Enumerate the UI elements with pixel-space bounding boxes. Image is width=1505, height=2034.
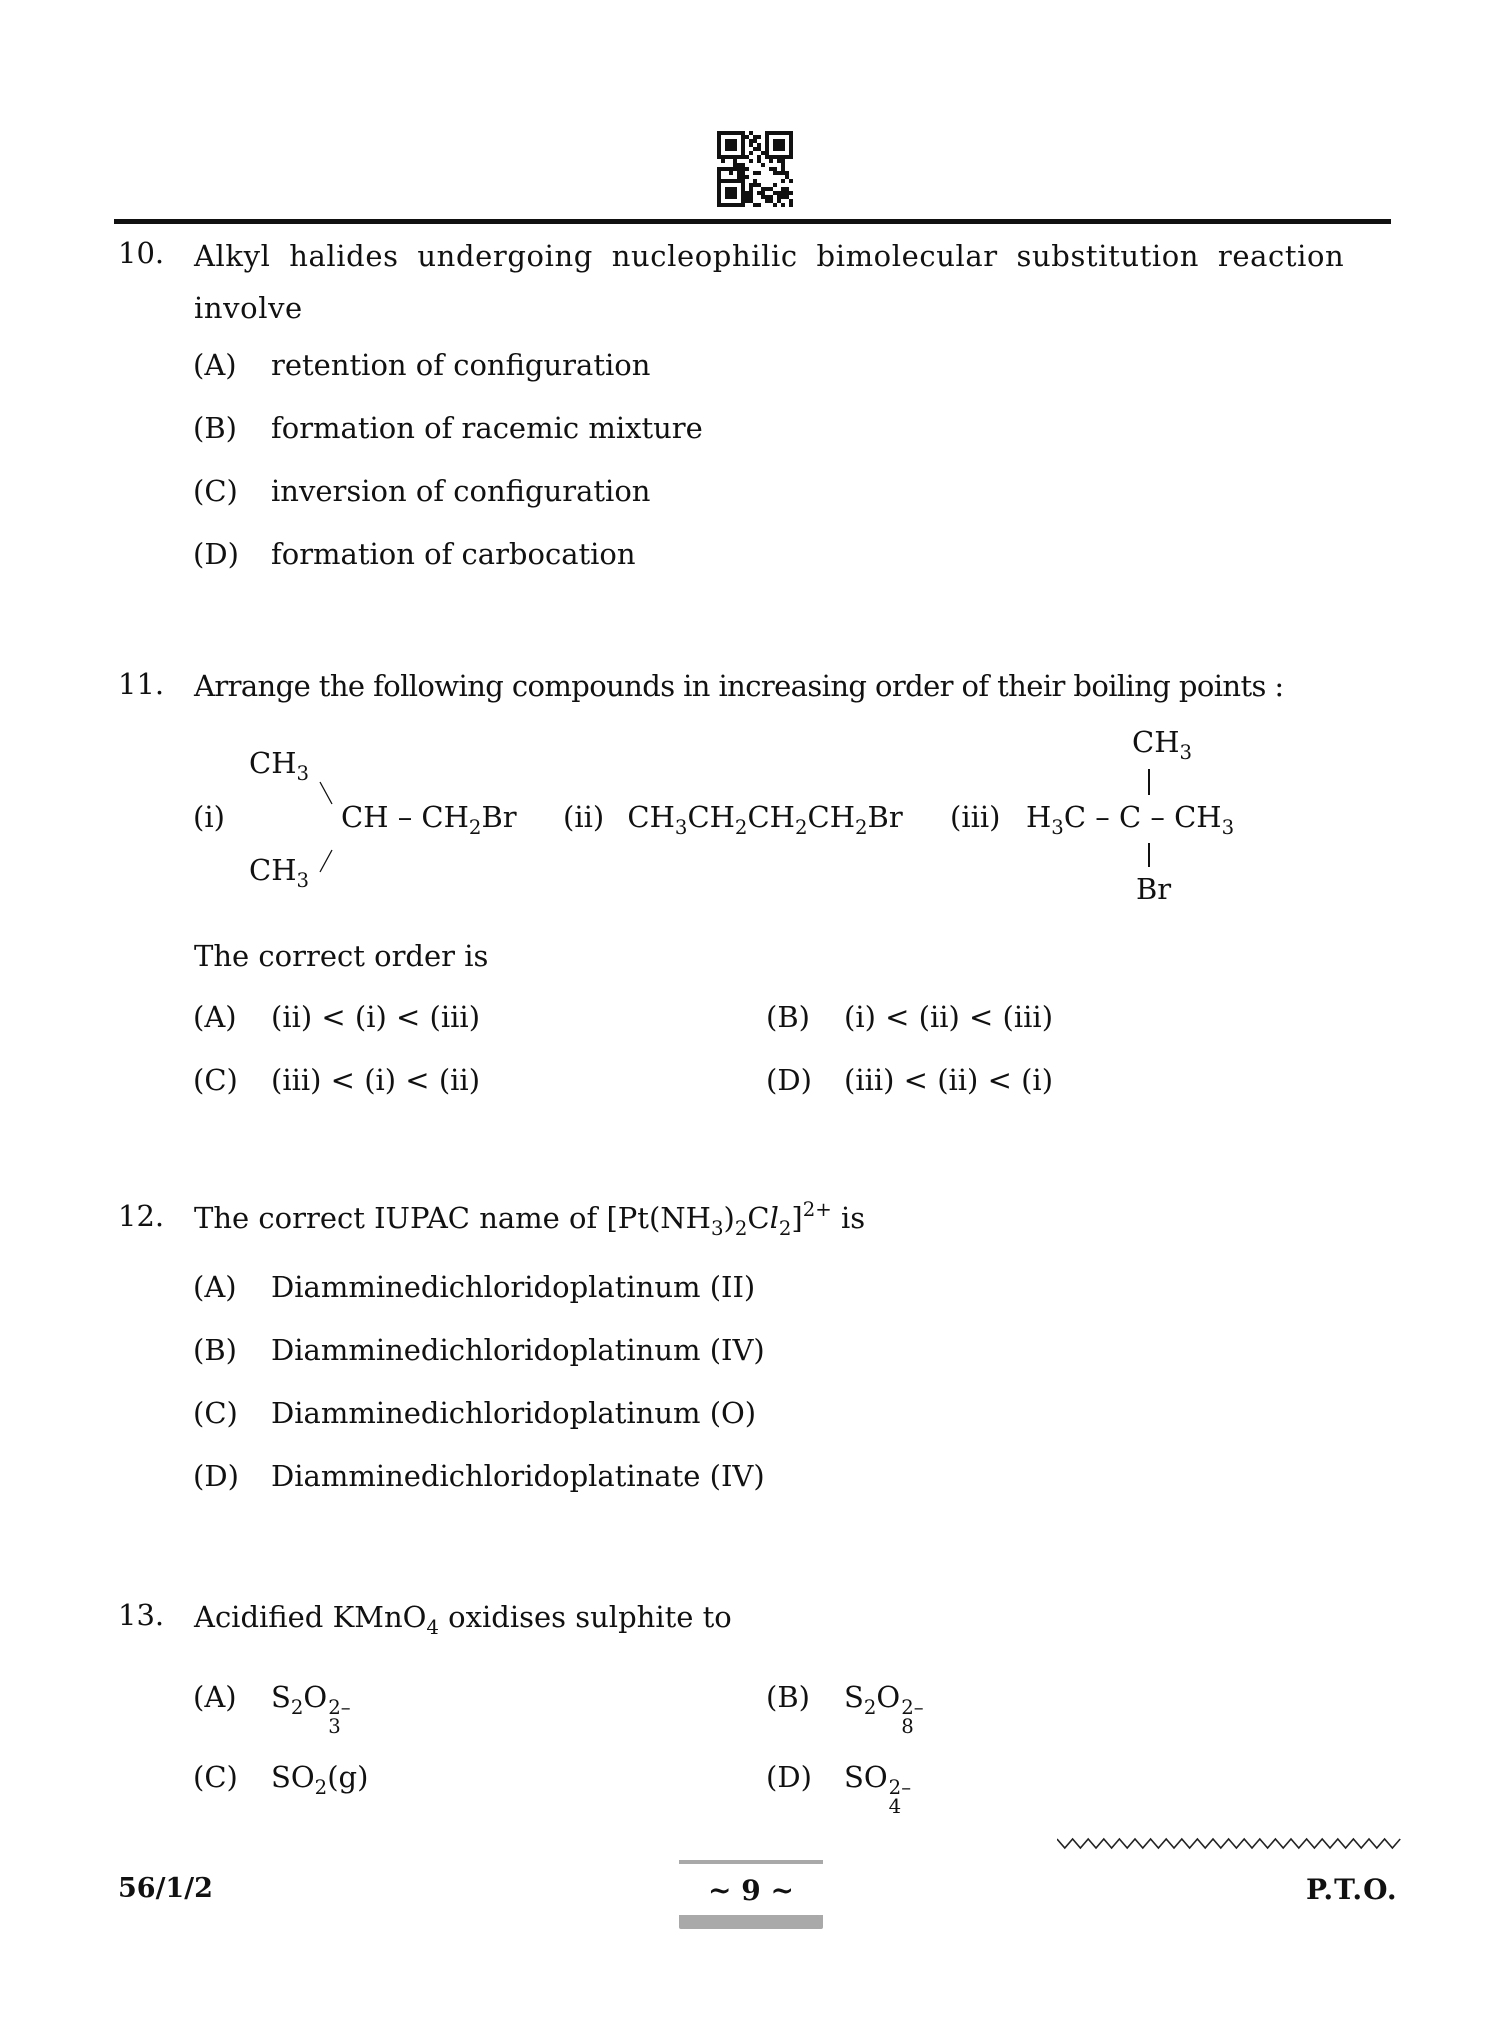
compound-formula: $CH_3CH_2CH_2CH_2Br$ (627, 800, 903, 839)
methyl-bottom: $CH_3$ (249, 853, 310, 892)
option-label: (D) (766, 1760, 812, 1794)
option-c[interactable] (193, 1396, 756, 1430)
page-bar-bottom (679, 1915, 823, 1929)
option-label: (B) (193, 1333, 237, 1367)
question-text (194, 230, 1414, 334)
question-text-after: is (840, 1201, 866, 1235)
option-b[interactable] (193, 411, 703, 445)
center-row: $H_3C$ – C – $CH_3$ (1026, 800, 1235, 839)
option-label: (B) (193, 411, 237, 445)
option-formula: SO 2– 4 (844, 1760, 912, 1818)
question-text (194, 1192, 865, 1244)
option-b[interactable] (766, 1680, 924, 1736)
compound-ii (563, 800, 903, 839)
option-label: (D) (193, 537, 239, 571)
question-text-before: Acidified KMnO (194, 1600, 427, 1634)
compound-label: (ii) (563, 800, 605, 834)
option-b[interactable] (766, 1000, 1053, 1034)
option-label: (C) (193, 1063, 238, 1097)
option-formula: $S_2O$ 2– 8 (844, 1680, 924, 1738)
question-text (194, 1591, 732, 1643)
option-text: inversion of configuration (271, 474, 651, 508)
option-label: (A) (193, 1000, 237, 1034)
question-number: 10. (118, 236, 165, 270)
option-text: Diamminedichloridoplatinate (IV) (271, 1459, 765, 1493)
question-text-before: The correct IUPAC name of (194, 1201, 598, 1235)
question-number: 12. (118, 1199, 165, 1233)
complex-formula: $[Pt(NH_3)_2Cl_2]^{2+}$ (606, 1198, 832, 1240)
option-a[interactable] (193, 1270, 755, 1304)
bond-vertical-bottom (1148, 843, 1150, 867)
option-text: Diamminedichloridoplatinum (II) (271, 1270, 756, 1304)
option-b[interactable] (193, 1333, 765, 1367)
option-label: (D) (766, 1063, 812, 1097)
option-a[interactable] (193, 348, 650, 382)
header-rule (114, 219, 1391, 224)
option-label: (C) (193, 1396, 238, 1430)
page-number: ~ 9 ~ (708, 1874, 794, 1907)
methyl-top: $CH_3$ (1132, 725, 1193, 764)
question-text-line: Alkyl halides undergoing nucleophilic bimolecular substitution reaction (194, 239, 1345, 273)
bond-lines (318, 780, 342, 890)
option-text: (iii) < (i) < (ii) (271, 1063, 481, 1097)
option-c[interactable] (193, 1760, 369, 1799)
option-label: (D) (193, 1459, 239, 1493)
compound-label: (i) (193, 800, 225, 834)
option-c[interactable] (193, 1063, 480, 1097)
option-text: formation of carbocation (271, 537, 636, 571)
option-text: Diamminedichloridoplatinum (IV) (271, 1333, 765, 1367)
option-text: formation of racemic mixture (271, 411, 703, 445)
option-label: (A) (193, 1270, 237, 1304)
option-label: (B) (766, 1680, 810, 1714)
option-d[interactable] (193, 1459, 765, 1493)
option-label: (A) (193, 1680, 237, 1714)
page-bar-top (679, 1860, 823, 1864)
option-text: retention of configuration (271, 348, 651, 382)
option-formula: $S_2O$ 2– 3 (271, 1680, 351, 1738)
question-text-line: involve (194, 291, 303, 325)
please-turn-over: P.T.O. (1306, 1873, 1398, 1906)
main-chain: CH – $CH_2Br$ (341, 800, 517, 839)
option-formula: $SO_2(g)$ (271, 1760, 369, 1799)
page-number-box (679, 1860, 823, 1932)
methyl-top: $CH_3$ (249, 746, 310, 785)
option-label: (C) (193, 1760, 238, 1794)
compound-iii (950, 725, 1280, 915)
option-a[interactable] (193, 1000, 480, 1034)
option-d[interactable] (193, 537, 636, 571)
option-text: (i) < (ii) < (iii) (844, 1000, 1054, 1034)
option-a[interactable] (193, 1680, 351, 1736)
option-label: (C) (193, 474, 238, 508)
bromine: Br (1136, 872, 1172, 906)
compound-i (193, 740, 553, 910)
option-label: (B) (766, 1000, 810, 1034)
question-number: 13. (118, 1598, 165, 1632)
option-text: (ii) < (i) < (iii) (271, 1000, 481, 1034)
question-number: 11. (118, 667, 165, 701)
option-text: (iii) < (ii) < (i) (844, 1063, 1054, 1097)
bond-vertical-top (1148, 769, 1150, 795)
paper-code: 56/1/2 (118, 1873, 213, 1904)
order-prompt: The correct order is (194, 939, 489, 973)
wavy-line-icon (1057, 1836, 1403, 1852)
question-text-after: oxidises sulphite to (448, 1600, 732, 1634)
question-text: Arrange the following compounds in increasing order of their boiling points : (194, 669, 1284, 703)
option-text: Diamminedichloridoplatinum (O) (271, 1396, 757, 1430)
option-c[interactable] (193, 474, 650, 508)
question-text-sub: 4 (426, 1615, 439, 1639)
option-d[interactable] (766, 1063, 1053, 1097)
option-d[interactable] (766, 1760, 911, 1816)
qr-code-icon (717, 131, 793, 207)
option-label: (A) (193, 348, 237, 382)
compound-label: (iii) (950, 800, 1001, 834)
